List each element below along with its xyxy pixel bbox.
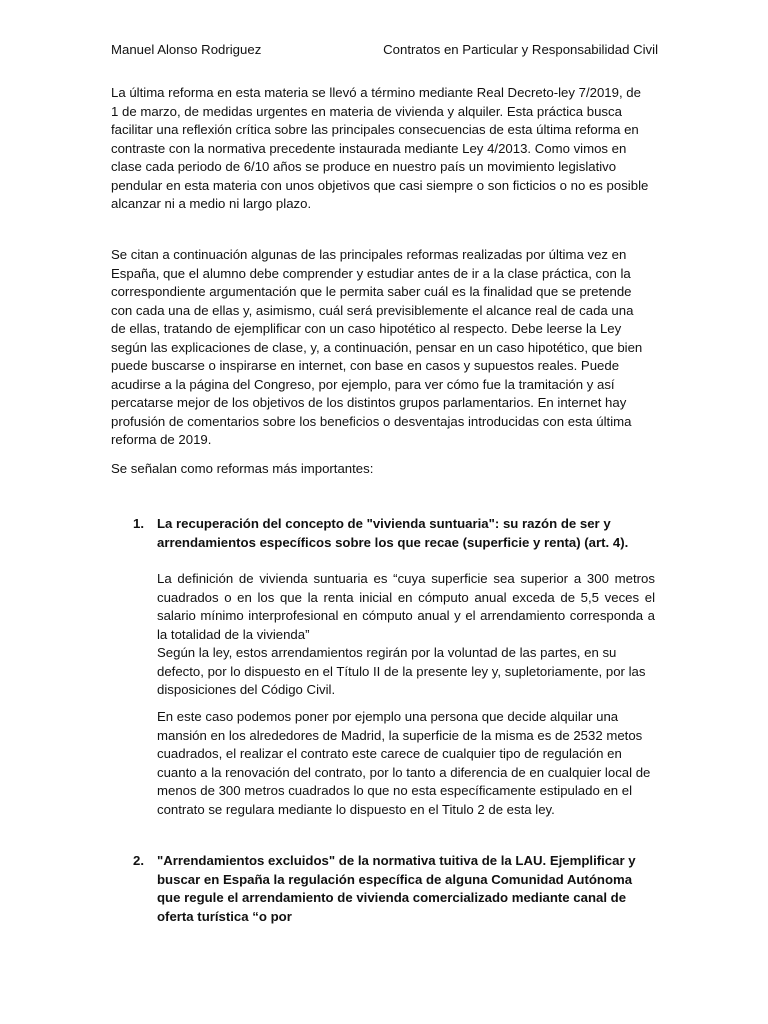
course-title: Contratos en Particular y Responsabilidad Civil bbox=[383, 42, 658, 57]
suntuaria-example: En este caso podemos poner por ejemplo una persona que decide alquilar una mansión en los alrededores de Madrid, la superficie de la misma es de 2532 metos cuadrados, el realizar el contrato este carece de cualquier tipo de regulación en cuanto a la renovación del contrato, por lo tanto a diferencia de en cualquier local de menos de 300 metros cuadrados lo que no esta específicamente estipulado en el contrato se regulara mediante lo dispuesto en el Titulo 2 de esta ley. bbox=[157, 709, 651, 817]
page-header bbox=[111, 42, 658, 62]
list-number-2: 2. bbox=[133, 853, 144, 868]
suntuaria-definition: La definición de vivienda suntuaria es “cuya superficie sea superior a 300 metros cuadrados o en los que la renta inicial en cómputo anual exceda de 5,5 veces el salario mínimo interprofesional en cómputo anual y el arrendamiento corresponda a la totalidad de la vivienda” bbox=[157, 571, 655, 642]
list-number-1: 1. bbox=[133, 516, 144, 531]
suntuaria-law-text: Según la ley, estos arrendamientos regirán por la voluntad de las partes, en su defecto, por lo dispuesto en el Título II de la presente ley y, supletoriamente, por las disposiciones del Código Civil. bbox=[157, 645, 646, 697]
intro-paragraph: La última reforma en esta materia se llevó a término mediante Real Decreto-ley 7/2019, de 1 de marzo, de medidas urgentes en materia de vivienda y alquiler. Esta práctica busca facilitar una reflexión crítica sobre las principales consecuencias de esta última reforma en contraste con la normativa precedente instaurada mediante Ley 4/2013. Como vimos en clase cada periodo de 6/10 años se produce en nuestro país un movimiento legislativo pendular en esta materia con unos objetivos que casi siempre o son ficticios o no es posible alcanzar ni a medio ni largo plazo. bbox=[111, 85, 649, 211]
list-item-1-body bbox=[157, 570, 655, 700]
list-item-1-title: La recuperación del concepto de "vivienda suntuaria": su razón de ser y arrendamientos específicos sobre los que recae (superficie y renta) (art. 4). bbox=[157, 516, 629, 550]
reforms-heading: Se señalan como reformas más importantes: bbox=[111, 461, 374, 476]
list-item-2-title: "Arrendamientos excluidos" de la normativa tuitiva de la LAU. Ejemplificar y buscar en España la regulación específica de alguna Comunidad Autónoma que regule el arrendamiento de vivienda comercializado mediante canal de oferta turística “o por bbox=[157, 853, 636, 924]
instructions-paragraph: Se citan a continuación algunas de las principales reformas realizadas por última vez en España, que el alumno debe comprender y estudiar antes de ir a la clase práctica, con la correspondiente argumentación que le permita saber cuál es la finalidad que se pretende con cada una de ellas y, asimismo, cuál será previsiblemente el alcance real de cada una de ellas, tratando de ejemplificar con un caso hipotético al respecto. Debe leerse la Ley según las explicaciones de clase, y, a continuación, pensar en un caso hipotético, que bien puede buscarse o inspirarse en internet, con base en casos y supuestos reales. Puede acudirse a la página del Congreso, por ejemplo, para ver cómo fue la tramitación y así percatarse mejor de los objetivos de los distintos grupos parlamentarios. En internet hay profusión de comentarios sobre los beneficios o desventajas introducidas con esta última reforma de 2019. bbox=[111, 247, 643, 447]
author-name: Manuel Alonso Rodriguez bbox=[111, 42, 262, 57]
